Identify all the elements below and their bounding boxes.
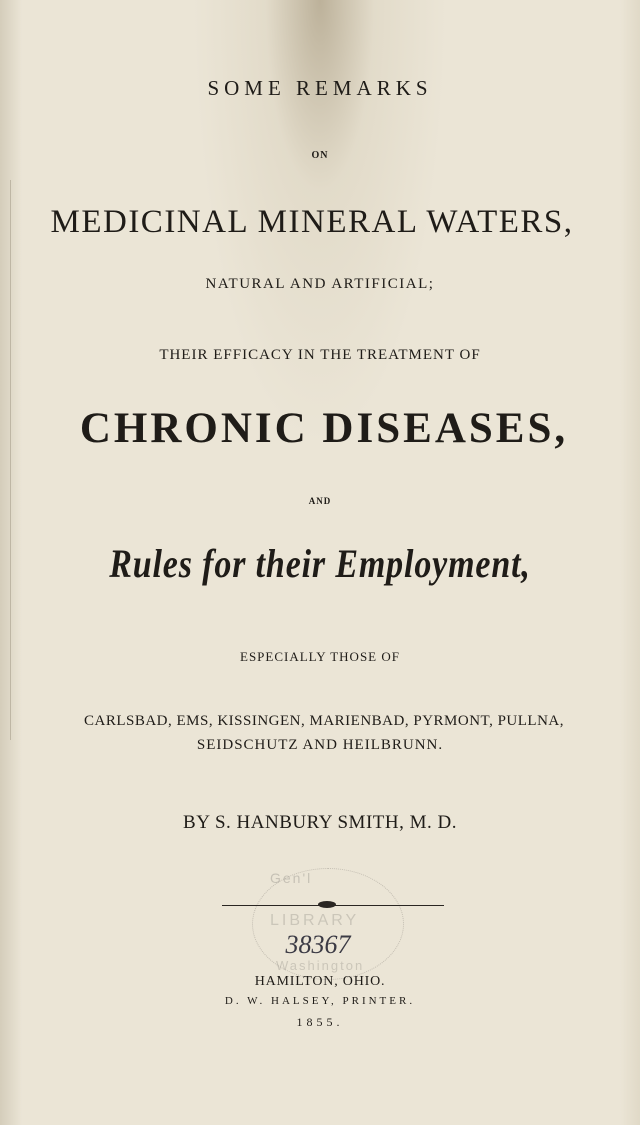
places-line-1: CARLSBAD, EMS, KISSINGEN, MARIENBAD, PYRMONT, PULLNA,: [83, 713, 564, 729]
title-on: ON: [311, 150, 329, 161]
title-chronic-diseases: CHRONIC DISEASES,: [79, 405, 569, 452]
imprint-year: 1855.: [296, 1015, 344, 1029]
subtitle-especially: ESPECIALLY THOSE OF: [240, 649, 400, 664]
title-rules-for-their-employment: Rules for their Employment,: [109, 541, 531, 586]
title-some-remarks: SOME REMARKS: [207, 76, 433, 100]
imprint-printer: D. W. HALSEY, PRINTER.: [224, 995, 416, 1007]
author-line: BY S. HANBURY SMITH, M. D.: [183, 812, 457, 833]
subtitle-efficacy: THEIR EFFICACY IN THE TREATMENT OF: [159, 347, 481, 363]
stamp-text-top: Gen'l: [270, 870, 313, 886]
title-and: AND: [308, 496, 332, 506]
places-line-2: SEIDSCHUTZ AND HEILBRUNN.: [196, 737, 444, 753]
subtitle-natural-artificial: NATURAL AND ARTIFICIAL;: [205, 276, 435, 292]
handwritten-call-number: 38367: [285, 930, 351, 959]
rule-ornament-icon: [318, 901, 336, 908]
title-medicinal-mineral-waters: MEDICINAL MINERAL WATERS,: [50, 204, 574, 240]
stamp-text-middle: LIBRARY: [270, 912, 360, 929]
stamp-text-bottom: Washington: [276, 958, 365, 973]
imprint-city: HAMILTON, OHIO.: [254, 974, 386, 989]
